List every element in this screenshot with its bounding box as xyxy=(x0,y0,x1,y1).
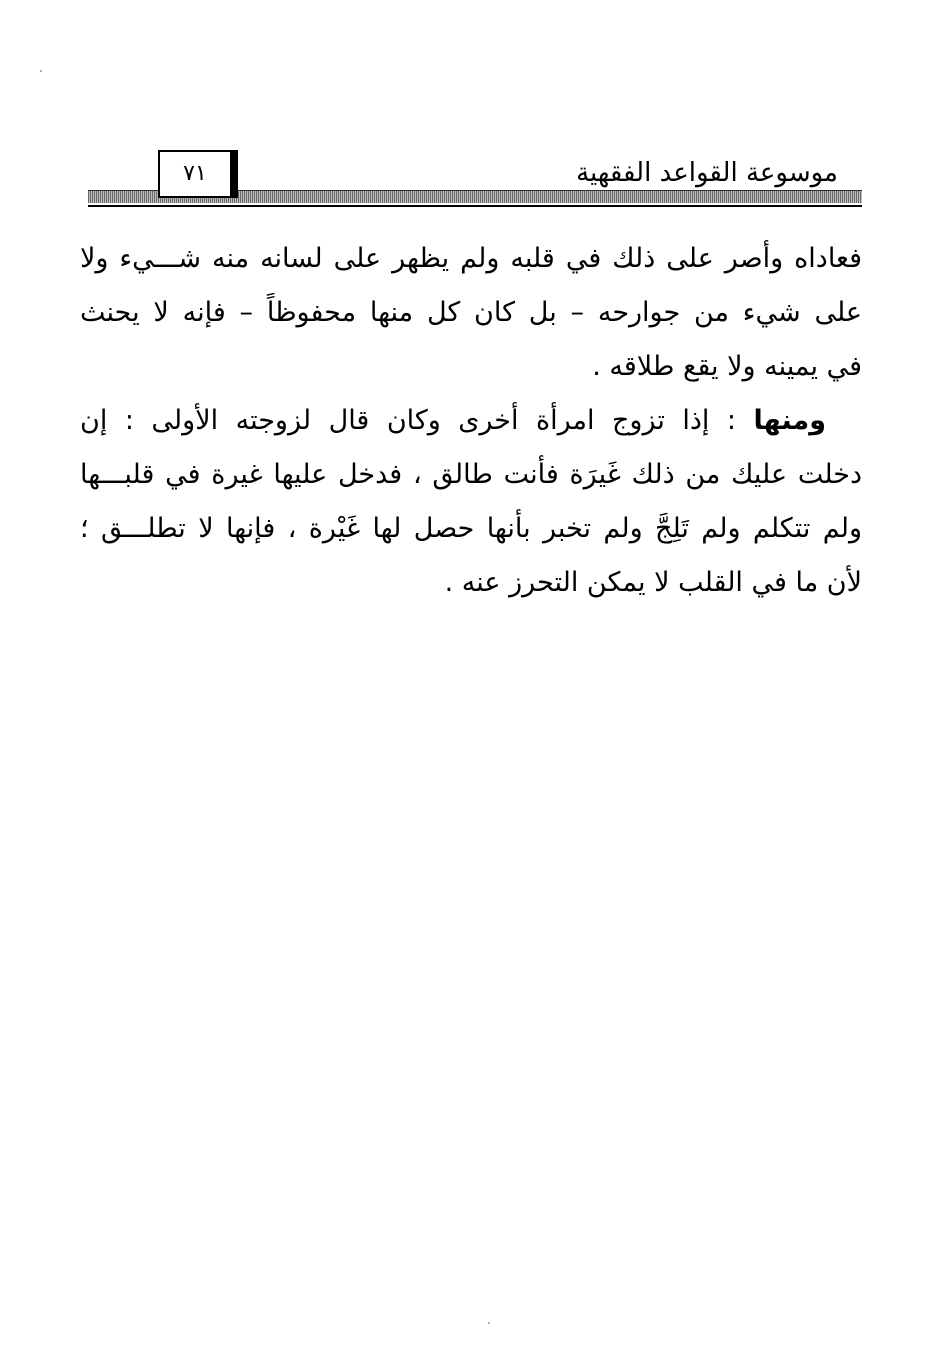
header-rule xyxy=(88,205,862,207)
paragraph-line: فعاداه وأصر على ذلك في قلبه ولم يظهر على لسانه منه شـــيء ولا xyxy=(80,243,862,274)
section-lead-word: ومنها xyxy=(753,405,826,436)
paragraph-line xyxy=(80,394,862,448)
page-body xyxy=(80,232,862,610)
scan-speck xyxy=(488,1322,490,1324)
paragraph-line: في يمينه ولا يقع طلاقه . xyxy=(592,351,862,382)
paragraph-line: ولم تتكلم ولم تَلِجَّ ولم تخبر بأنها حصل لها غَيْرة ، فإنها لا تطلـــق ؛ xyxy=(80,513,862,544)
paragraph-line-rest: : إذا تزوج امرأة أخرى وكان قال لزوجته الأولى : إن xyxy=(80,405,754,436)
page-header xyxy=(88,150,862,210)
page-number-box xyxy=(158,150,238,198)
paragraph-line: دخلت عليك من ذلك غَيرَة فأنت طالق ، فدخل عليها غيرة في قلبـــها xyxy=(80,459,862,490)
paragraph-line: على شيء من جوارحه – بل كان كل منها محفوظاً – فإنه لا يحنث xyxy=(80,297,862,328)
book-title: موسوعة القواعد الفقهية xyxy=(576,158,838,188)
paragraph-line: لأن ما في القلب لا يمكن التحرز عنه . xyxy=(444,567,862,598)
page-number: ٧١ xyxy=(183,161,207,186)
scan-speck xyxy=(40,70,42,72)
